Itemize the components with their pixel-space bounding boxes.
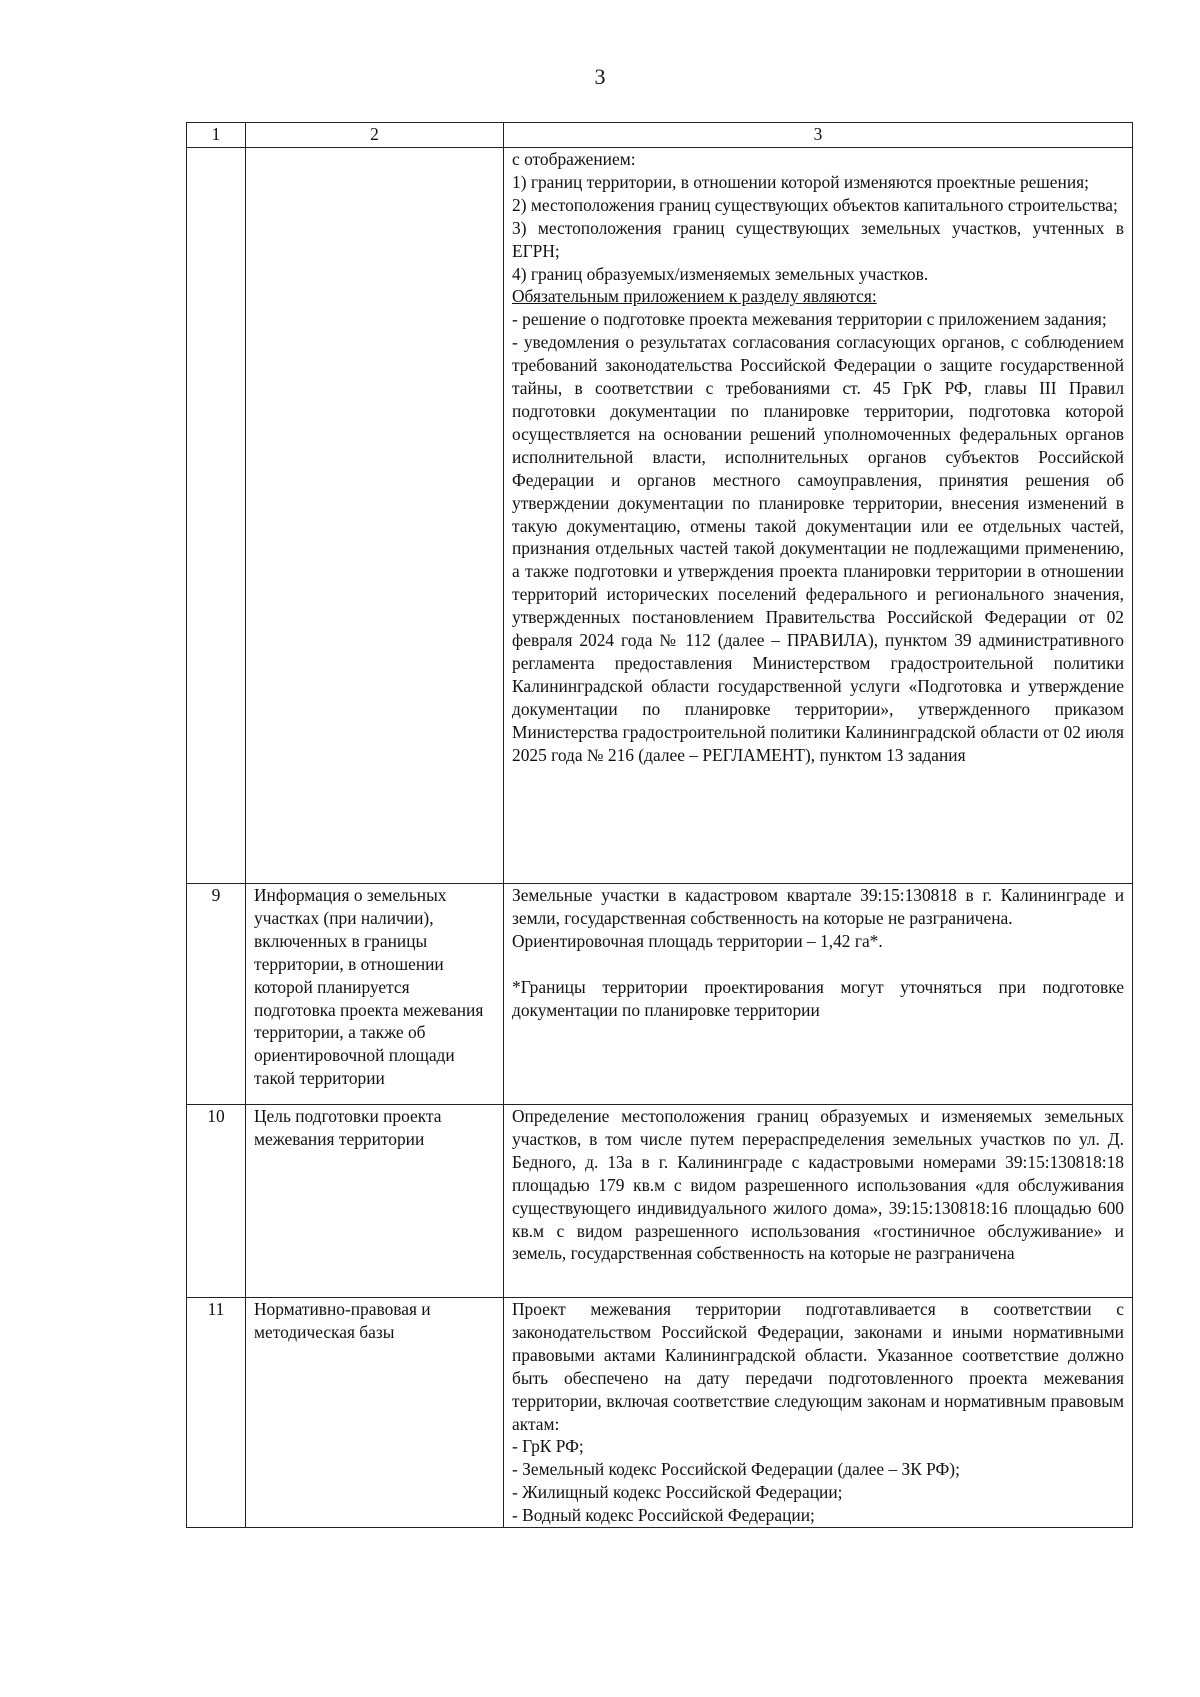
list-item: 4) границ образуемых/изменяемых земельных участков.: [512, 263, 929, 284]
list-item: - Водный кодекс Российской Федерации;: [512, 1505, 815, 1526]
paragraph: Земельные участки в кадастровом квартале 39:15:130818 в г. Калининграде и земли, государственная собственность на которые не разграничена.: [512, 885, 1124, 928]
header-cell-2: 2: [246, 123, 504, 148]
footnote: *Границы территории проектирования могут уточняться при подготовке документации по планировке территории: [512, 976, 1124, 1020]
list-item: 3) местоположения границ существующих земельных участков, учтенных в ЕГРН;: [512, 217, 1124, 261]
list-item: - Жилищный кодекс Российской Федерации;: [512, 1482, 843, 1503]
row-content-cell: [504, 884, 1133, 1105]
row-number-cell: [187, 148, 246, 884]
list-item: - ГрК РФ;: [512, 1436, 584, 1457]
list-item: 2) местоположения границ существующих объектов капитального строительства;: [512, 194, 1118, 215]
table-row-10: [187, 1105, 1133, 1298]
row-name-cell: Цель подготовки проекта межевания территории: [246, 1105, 504, 1298]
table-header-row: [187, 123, 1133, 148]
row-number-cell: 11: [187, 1298, 246, 1528]
row-name-cell: [246, 148, 504, 884]
page-number: 3: [594, 64, 606, 89]
paragraph: Ориентировочная площадь территории – 1,42 га*.: [512, 930, 883, 951]
paragraph: Определение местоположения границ образуемых и изменяемых земельных участков, в том числе путем перераспределения земельных участков по ул. Д. Бедного, д. 13а в г. Калининграде с кадастровыми номерами 39:15:130818:18 площадью 179 кв.м с видом разрешенного использования «для обслуживания существующего индивидуального жилого дома», 39:15:130818:16 площадью 600 кв.м с видом разрешенного использования «гостиничное обслуживание» и земель, государственная собственность на которые не разграничена: [512, 1106, 1124, 1264]
list-item: 1) границ территории, в отношении которой изменяются проектные решения;: [512, 171, 1089, 192]
row-name-cell: Нормативно-правовая и методическая базы: [246, 1298, 504, 1528]
paragraph: с отображением:: [512, 149, 636, 169]
row-content-cell: [504, 1298, 1133, 1528]
table-row-11: [187, 1298, 1133, 1528]
header-cell-3: 3: [504, 123, 1133, 148]
list-item: - Земельный кодекс Российской Федерации (далее – ЗК РФ);: [512, 1459, 960, 1480]
row-number-cell: 9: [187, 884, 246, 1105]
table-row-continuation: [187, 148, 1133, 884]
underlined-heading: Обязательным приложением к разделу являются:: [512, 286, 877, 307]
row-number-cell: 10: [187, 1105, 246, 1298]
paragraph: Проект межевания территории подготавливается в соответствии с законодательством Российской Федерации, законами и иными нормативными правовыми актами Калининградской области. Указанное соответствие должно быть обеспечено на дату передачи подготовленного проекта межевания территории, включая соответствие следующим законам и нормативным правовым актам:: [512, 1299, 1124, 1434]
row-content-cell: [504, 1105, 1133, 1298]
table-row-9: [187, 884, 1133, 1105]
list-item: - решение о подготовке проекта межевания территории с приложением задания;: [512, 309, 1107, 330]
row-content-cell: [504, 148, 1133, 884]
header-cell-1: 1: [187, 123, 246, 148]
spacer: [512, 953, 1124, 976]
row-name-cell: Информация о земельных участках (при наличии), включенных в границы территории, в отношении которой планируется подготовка проекта межевания территории, а также об ориентировочной площади такой территории: [246, 884, 504, 1105]
requirements-table: [186, 122, 1133, 1528]
list-item: - уведомления о результатах согласования согласующих органов, с соблюдением требований законодательства Российской Федерации о защите государственной тайны, в соответствии с требованиями ст. 45 ГрК РФ, главы III Правил подготовки документации по планировке территории, подготовка которой осуществляется на основании решений уполномоченных федеральных органов исполнительной власти, исполнительных органов субъектов Российской Федерации и органов местного самоуправления, принятия решения об утверждении документации по планировке территории, внесения изменений в такую документацию, отмены такой документации или ее отдельных частей, признания отдельных частей такой документации не подлежащими применению, а также подготовки и утверждения проекта планировки территории в отношении территорий исторических поселений федерального и регионального значения, утвержденных постановлением Правительства Российской Федерации от 02 февраля 2024 года № 112 (далее – ПРАВИЛА), пунктом 39 административного регламента предоставления Министерством градостроительной политики Калининградской области государственной услуги «Подготовка и утверждение документации по планировке территории», утвержденного приказом Министерства градостроительной политики Калининградской области от 02 июля 2025 года № 216 (далее – РЕГЛАМЕНТ), пунктом 13 задания: [512, 332, 1124, 765]
